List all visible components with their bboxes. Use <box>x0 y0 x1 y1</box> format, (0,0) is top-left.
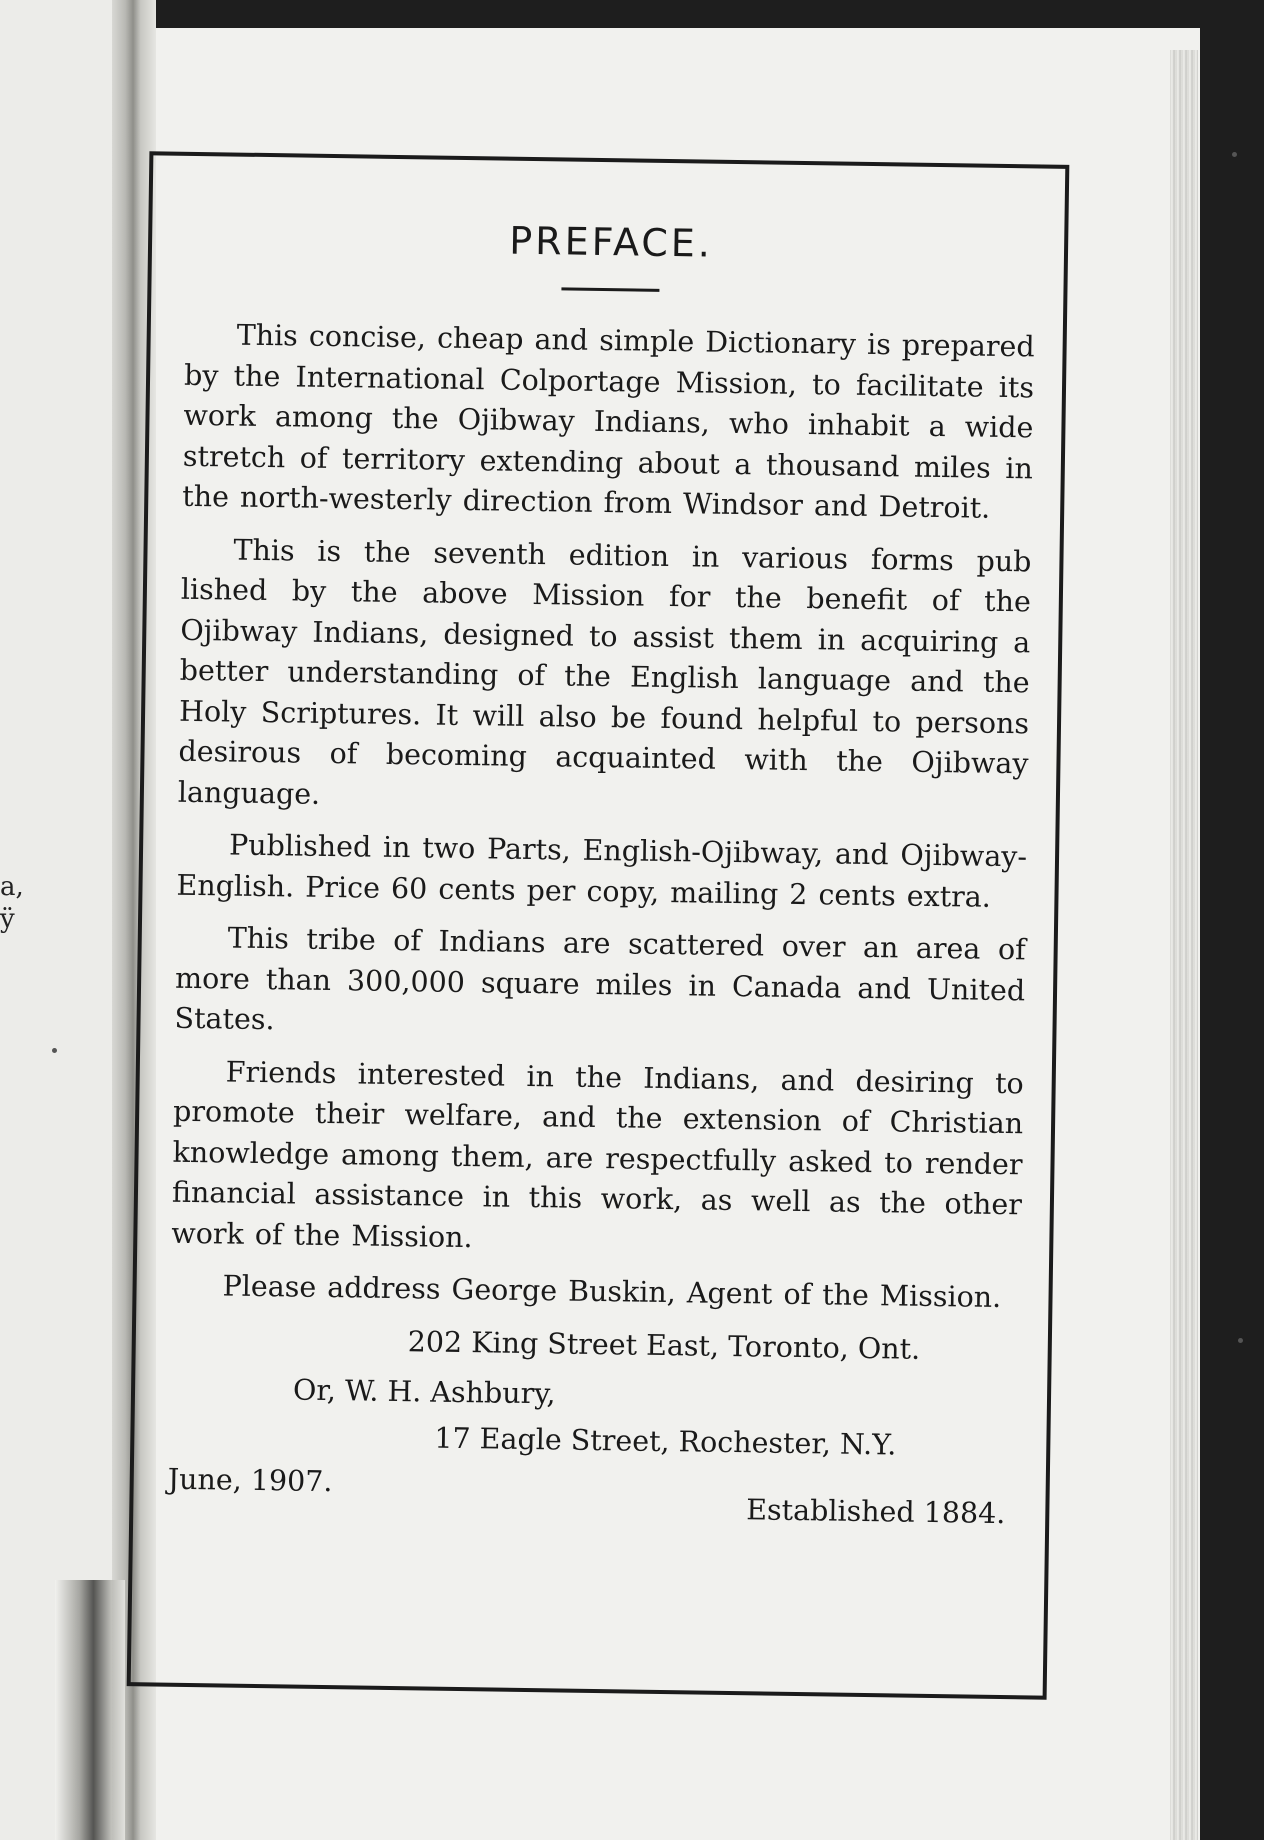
preface-footer <box>167 1462 1018 1535</box>
preface-paragraph: Friends interested in the Indians, and desiring to promote their welfare, and the extension of Christian knowledge among them, are respectfully asked to render financial assistance in this work, as well as the other work of the Mission. <box>171 1054 1024 1254</box>
page-stack-edge <box>1170 50 1198 1840</box>
left-facing-page <box>0 0 128 1840</box>
dust-speck <box>1238 1338 1243 1343</box>
torn-spine <box>55 1580 125 1840</box>
title-rule <box>561 287 659 291</box>
address-rochester: 17 Eagle Street, Rochester, N.Y. <box>434 1421 897 1461</box>
preface-date: June, 1907. <box>167 1462 333 1498</box>
dust-speck <box>1232 152 1237 157</box>
address-name: Or, W. H. Ashbury, <box>292 1373 556 1410</box>
preface-paragraph: Please address George Buskin, Agent of the Mission. <box>222 1269 1002 1315</box>
left-page-fragment: ÿ <box>0 904 15 934</box>
preface-paragraph: Published in two Parts, English-Ojibway, and Ojibway-English. Price 60 cents per copy, mailing 2 cents extra. <box>176 828 1028 914</box>
preface-paragraph: This concise, cheap and simple Dictionary is prepared by the International Colportage Mission, to facilitate its work among the Ojibway Indians, who inhabit a wide stretch of territory extending about a thousand miles in the north-westerly direction from Windsor and Detroit. <box>182 318 1035 525</box>
preface-frame <box>127 151 1070 1699</box>
dust-speck <box>52 1048 57 1053</box>
preface-paragraph: This is the seventh edition in various forms pub lished by the above Mission for the benefit of the Ojibway Indians, designed to assist them in acquiring a better understanding of the English language and the Holy Scriptures. It will also be found helpful to persons desirous of becoming acquainted with the Ojibway language. <box>177 533 1032 811</box>
left-page-fragment: a, <box>0 872 24 902</box>
established-note: Established 1884. <box>746 1492 1006 1530</box>
address-toronto: 202 King Street East, Toronto, Ont. <box>407 1324 921 1366</box>
preface-paragraph: This tribe of Indians are scattered over an area of more than 300,000 square miles in Canada and United States. <box>174 921 1026 1037</box>
page-title: PREFACE. <box>508 218 714 266</box>
